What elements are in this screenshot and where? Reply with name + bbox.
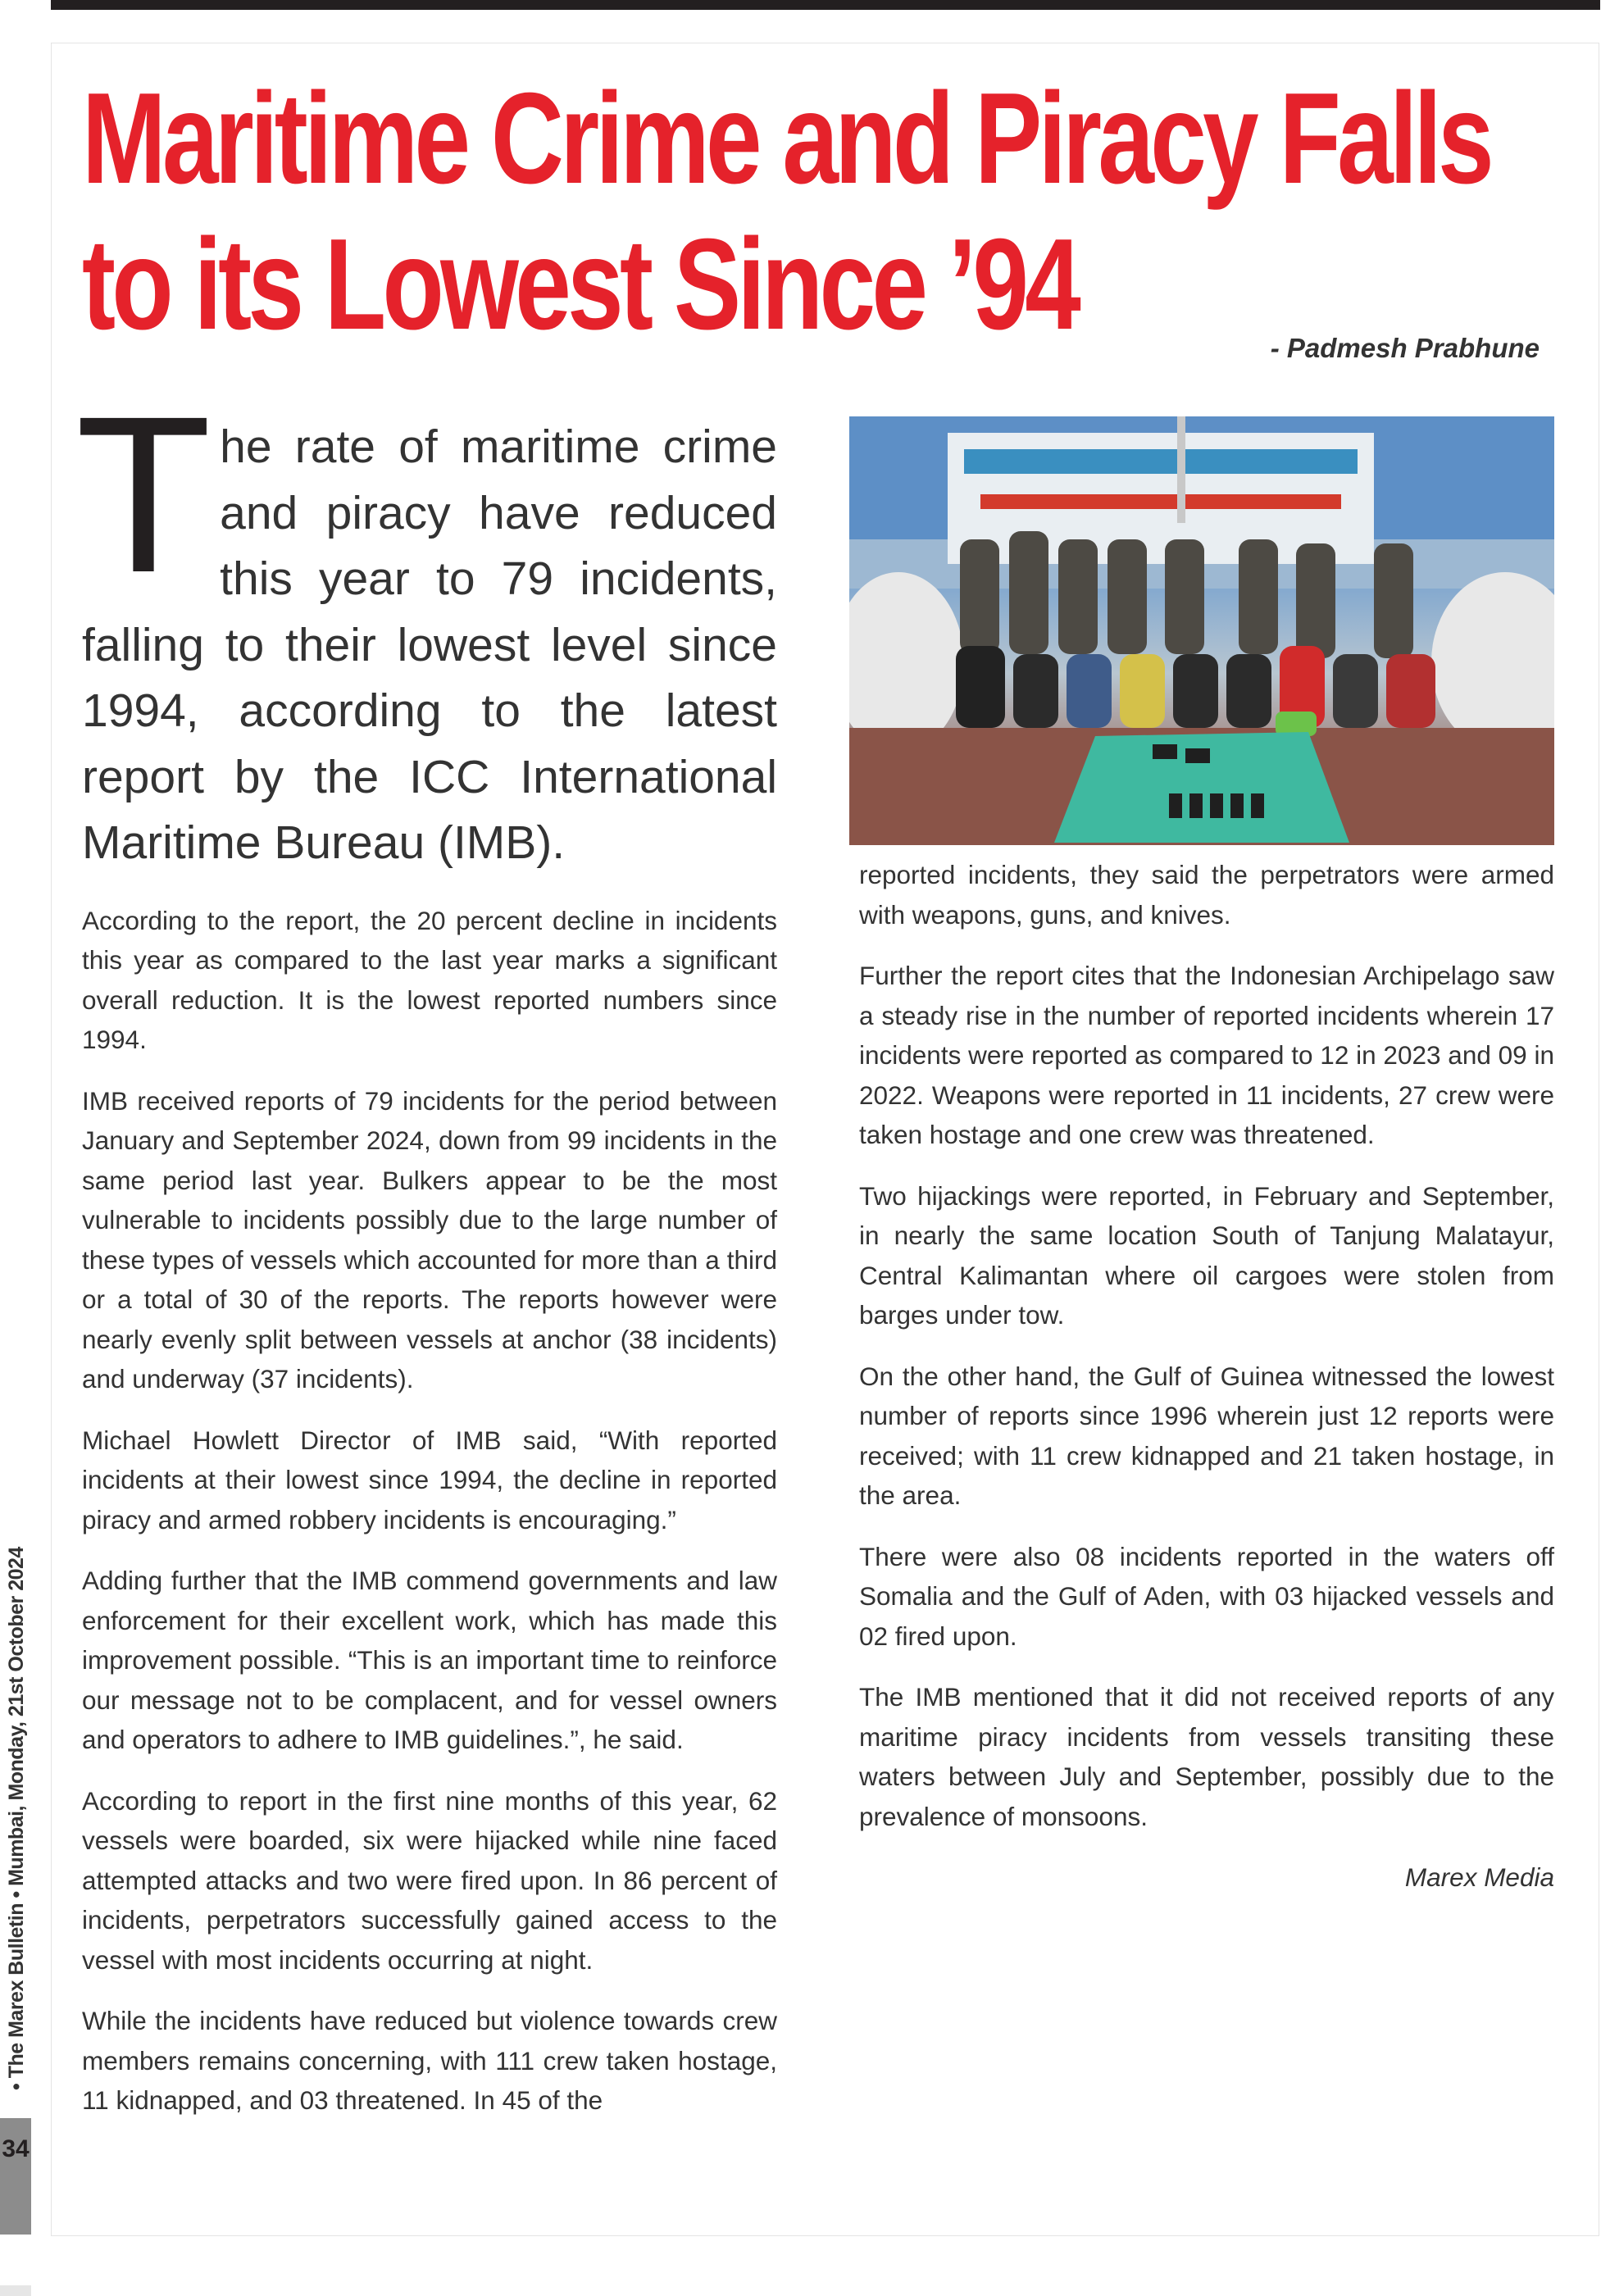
body-paragraph: reported incidents, they said the perpetrators were armed with weapons, guns, and knives. bbox=[859, 860, 1554, 930]
body-paragraph: According to the report, the 20 percent decline in incidents this year as compared to the last year marks a significant overall reduction. It is the lowest reported numbers since 1994. bbox=[82, 905, 777, 1054]
lead-text: he rate of maritime crime and piracy have reduced this year to 79 incidents, falling to their lowest level since 1994, according to the latest report by the ICC International Maritime Bureau (IMB). bbox=[82, 421, 777, 869]
corner-mark bbox=[0, 2285, 31, 2296]
article-photo bbox=[849, 416, 1554, 845]
body-paragraph: Adding further that the IMB commend governments and law enforcement for their excellent work, which has made this improvement possible. “This is an important time to reinforce our message not to be complacent, and for vessel owners and operators to adhere to IMB guidelines.”, he said. bbox=[82, 1566, 777, 1754]
page-number: 34 bbox=[2, 2135, 30, 2162]
body-paragraph: The IMB mentioned that it did not received reports of any maritime piracy incidents from vessels transiting these waters between July and September, possibly due to the prevalence of monsoons. bbox=[859, 1682, 1554, 1831]
boat-crew-photo-illustration bbox=[849, 416, 1554, 845]
publication-margin-label: • The Marex Bulletin • Mumbai, Monday, 21st October 2024 bbox=[5, 1547, 28, 2090]
top-rule bbox=[51, 0, 1600, 10]
body-paragraph: IMB received reports of 79 incidents for the period between January and September 2024, down from 99 incidents in the same period last year. Bulkers appear to be the most vulnerable to incidents possibly due to the large number of these types of vessels which accounted for more than a third or a total of 30 of the reports. The reports however were nearly evenly split between vessels at anchor (38 incidents) and underway (37 incidents). bbox=[82, 1085, 777, 1394]
left-column bbox=[75, 370, 777, 2142]
body-paragraph: On the other hand, the Gulf of Guinea witnessed the lowest number of reports since 1996 wherein just 12 reports were received; with 11 crew kidnapped and 21 taken hostage, in the area. bbox=[859, 1361, 1554, 1510]
drop-cap: T bbox=[75, 370, 212, 619]
body-paragraph: According to report in the first nine months of this year, 62 vessels were boarded, six were hijacked while nine faced attempted attacks and two were fired upon. In 86 percent of incidents, perpetrators successfully gained access to the vessel with most incidents occurring at night. bbox=[82, 1785, 777, 1975]
body-paragraph: While the incidents have reduced but violence towards crew members remains concerning, with 111 crew taken hostage, 11 kidnapped, and 03 threatened. In 45 of the bbox=[82, 2006, 777, 2115]
headline-line-2: to its Lowest Since ’94 bbox=[82, 212, 1078, 357]
source-credit: Marex Media bbox=[1404, 1862, 1554, 1892]
body-paragraph: Further the report cites that the Indonesian Archipelago saw a steady rise in the number of reported incidents wherein 17 incidents were reported as compared to 12 in 2023 and 09 in 2022. Weapons were reported in 11 incidents, 27 crew were taken hostage and one crew was threatened. bbox=[859, 961, 1554, 1149]
body-paragraph: Michael Howlett Director of IMB said, “With reported incidents at their lowest since 1994, the decline in reported piracy and armed robbery incidents is encouraging.” bbox=[82, 1425, 777, 1534]
body-paragraph: There were also 08 incidents reported in the waters off Somalia and the Gulf of Aden, with 03 hijacked vessels and 02 fired upon. bbox=[859, 1541, 1554, 1651]
body-paragraph: Two hijackings were reported, in February and September, in nearly the same location South of Tanjung Malatayur, Central Kalimantan where oil cargoes were stolen from barges under tow. bbox=[859, 1180, 1554, 1330]
headline-line-1: Maritime Crime and Piracy Falls bbox=[82, 66, 1490, 211]
byline: - Padmesh Prabhune bbox=[1270, 333, 1540, 363]
right-column bbox=[859, 855, 1554, 1898]
lead-paragraph bbox=[75, 370, 777, 876]
